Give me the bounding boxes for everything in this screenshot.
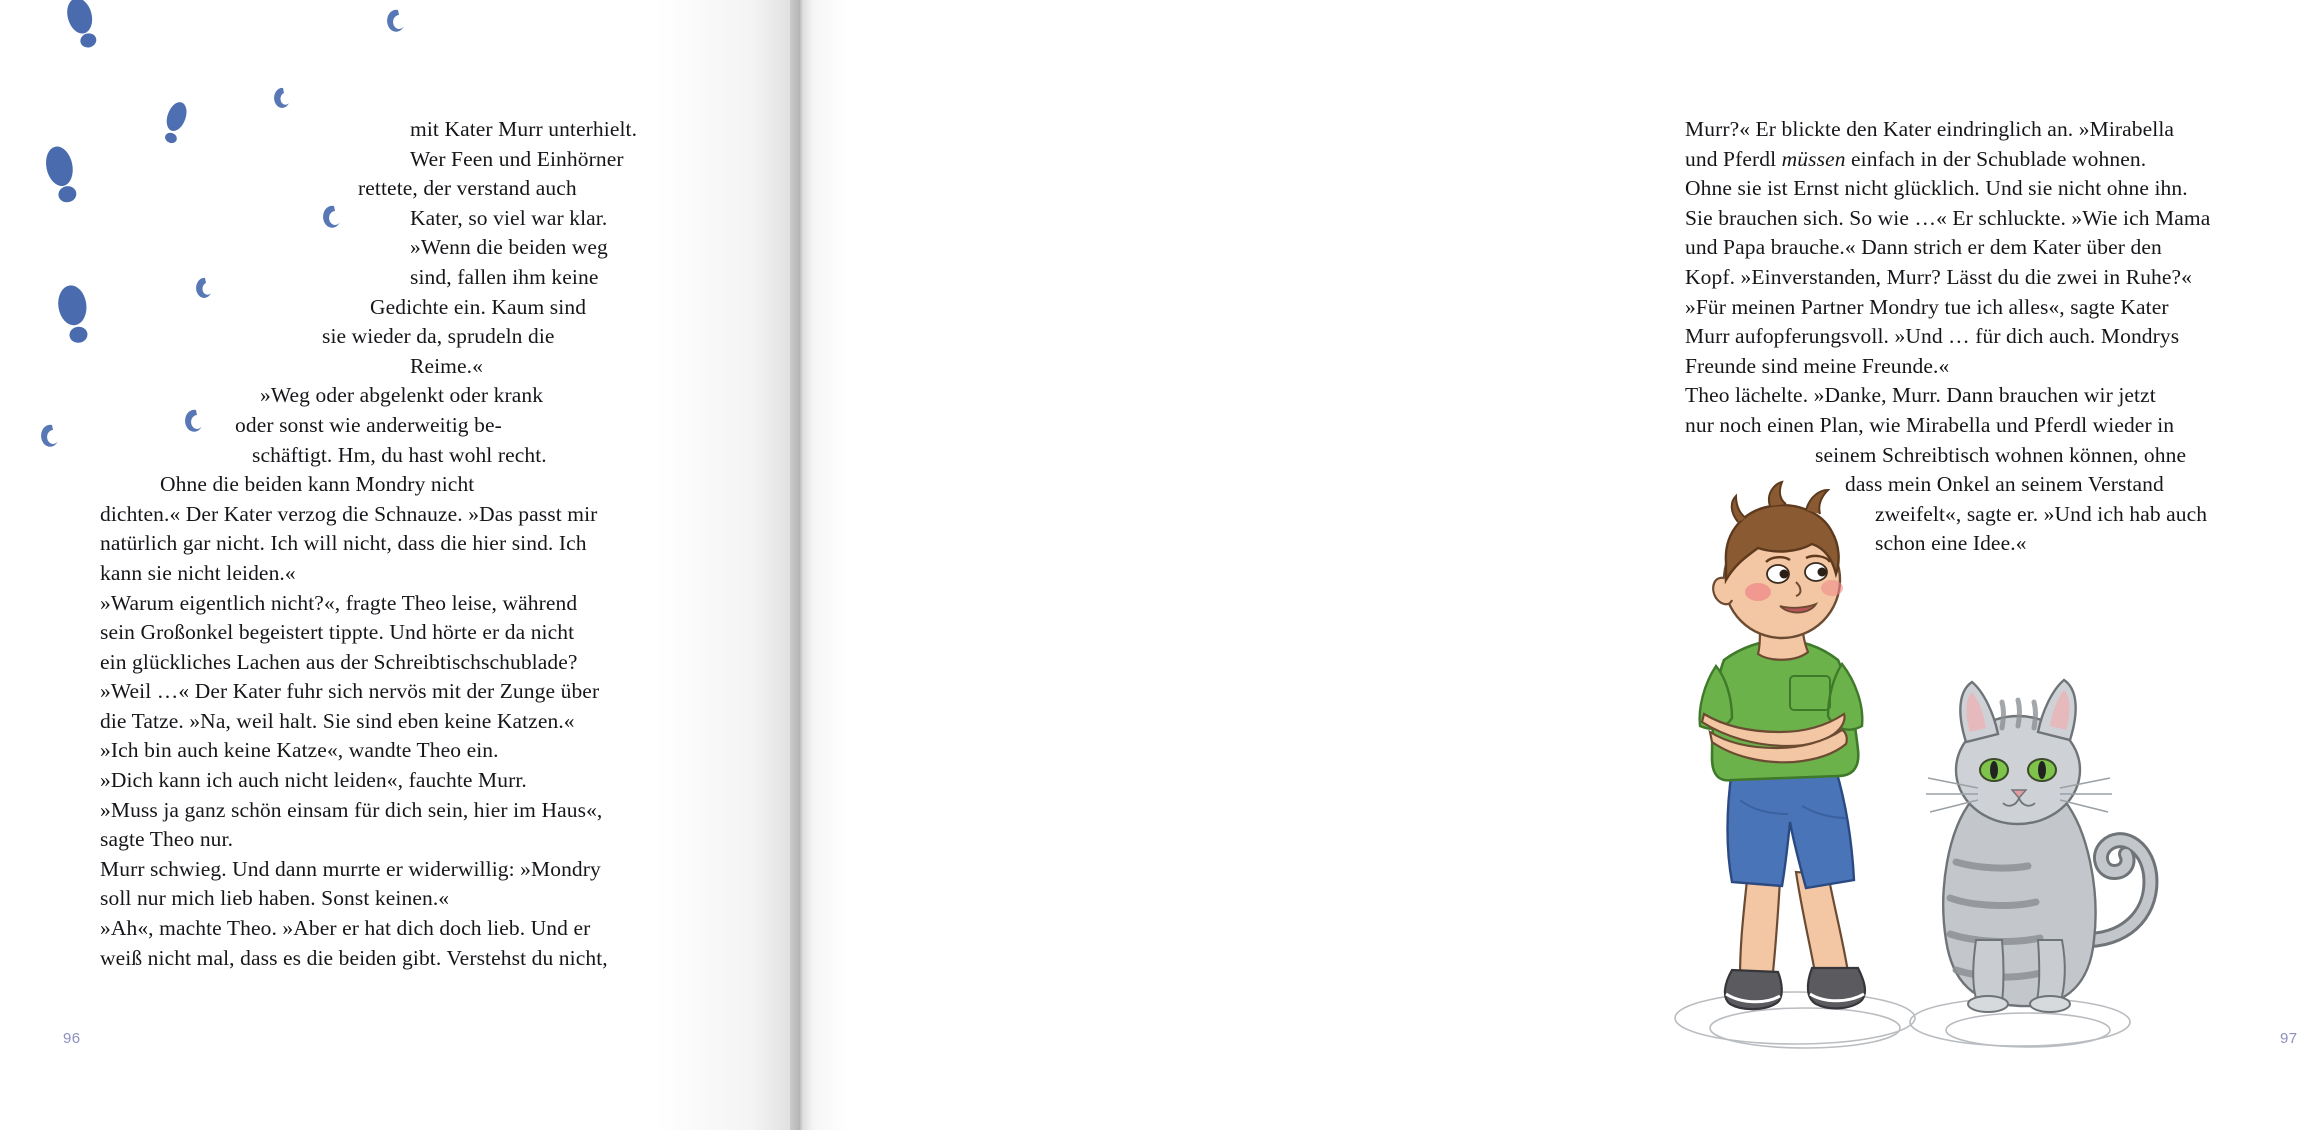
text-line: Ohne sie ist Ernst nicht glücklich. Und sie nicht ohne ihn.	[1685, 176, 2188, 201]
boy-figure	[1700, 482, 1865, 1009]
text-line: oder sonst wie anderweitig be-	[235, 412, 502, 437]
text-line: sagte Theo nur.	[100, 827, 234, 852]
text-line: die Tatze. »Na, weil halt. Sie sind eben keine Katzen.«	[100, 708, 575, 733]
left-page-text	[100, 115, 685, 973]
text-line: schäftigt. Hm, du hast wohl recht.	[252, 442, 547, 467]
text-line: dass mein Onkel an seinem Verstand	[1845, 472, 2164, 497]
text-line: weiß nicht mal, dass es die beiden gibt. Verstehst du nicht,	[100, 945, 608, 970]
text-line: »Warum eigentlich nicht?«, fragte Theo leise, während	[100, 590, 578, 615]
cat-figure	[1926, 680, 2150, 1012]
text-line: »Weil …« Der Kater fuhr sich nervös mit der Zunge über	[100, 679, 600, 704]
text-line: soll nur mich lieb haben. Sonst keinen.«	[100, 886, 450, 911]
text-line: »Dich kann ich auch nicht leiden«, fauchte Murr.	[100, 768, 527, 793]
text-line: sind, fallen ihm keine	[410, 264, 599, 289]
text-line: sein Großonkel begeistert tippte. Und hörte er da nicht	[100, 620, 575, 645]
text-line: »Ah«, machte Theo. »Aber er hat dich doch lieb. Und er	[100, 916, 591, 941]
page-number-right: 97	[2280, 1030, 2298, 1047]
text-line-with-italic: und Pferdl müssen einfach in der Schublade wohnen.	[1685, 146, 2147, 171]
text-line: nur noch einen Plan, wie Mirabella und Pferdl wieder in	[1685, 412, 2175, 437]
text-line: schon eine Idee.«	[1875, 531, 2027, 556]
text-line: Kater, so viel war klar.	[410, 205, 608, 230]
text-line: natürlich gar nicht. Ich will nicht, dass die hier sind. Ich	[100, 531, 587, 556]
text-line: rettete, der verstand auch	[358, 176, 577, 201]
text-line: Murr aufopferungsvoll. »Und … für dich auch. Mondrys	[1685, 324, 2180, 349]
text-line: und Papa brauche.« Dann strich er dem Kater über den	[1685, 235, 2162, 260]
text-line: Ohne die beiden kann Mondry nicht	[160, 472, 475, 497]
text-line: kann sie nicht leiden.«	[100, 560, 296, 585]
text-line: Theo lächelte. »Danke, Murr. Dann brauchen wir jetzt	[1685, 383, 2156, 408]
text-line: »Ich bin auch keine Katze«, wandte Theo ein.	[100, 738, 499, 763]
text-line: Murr schwieg. Und dann murrte er widerwillig: »Mondry	[100, 856, 601, 881]
text-line: »Für meinen Partner Mondry tue ich alles«, sagte Kater	[1685, 294, 2169, 319]
text-line: ein glückliches Lachen aus der Schreibtischschublade?	[100, 649, 578, 674]
text-line: sie wieder da, sprudeln die	[322, 324, 555, 349]
text-line: Reime.«	[410, 353, 483, 378]
text-line: dichten.« Der Kater verzog die Schnauze. »Das passt mir	[100, 501, 598, 526]
text-line: Sie brauchen sich. So wie …« Er schluckte. »Wie ich Mama	[1685, 205, 2211, 230]
text-line: zweifelt«, sagte er. »Und ich hab auch	[1875, 501, 2208, 526]
text-line: »Weg oder abgelenkt oder krank	[260, 383, 544, 408]
italic-word: müssen	[1781, 146, 1846, 171]
boy-with-cat-illustration	[1620, 470, 2240, 1070]
text-line: Murr?« Er blickte den Kater eindringlich an. »Mirabella	[1685, 117, 2175, 141]
text-line: »Muss ja ganz schön einsam für dich sein, hier im Haus«,	[100, 797, 603, 822]
text-line: Freunde sind meine Freunde.«	[1685, 353, 1950, 378]
text-line: Gedichte ein. Kaum sind	[370, 294, 587, 319]
text-line: »Wenn die beiden weg	[410, 235, 608, 260]
left-page	[0, 0, 800, 1130]
right-page	[800, 0, 2298, 1130]
text-line: seinem Schreibtisch wohnen können, ohne	[1815, 442, 2187, 467]
page-number-left: 96	[63, 1030, 81, 1047]
text-line: Wer Feen und Einhörner	[410, 146, 624, 171]
text-line: mit Kater Murr unterhielt.	[410, 117, 638, 141]
text-line: Kopf. »Einverstanden, Murr? Lässt du die zwei in Ruhe?«	[1685, 264, 2193, 289]
